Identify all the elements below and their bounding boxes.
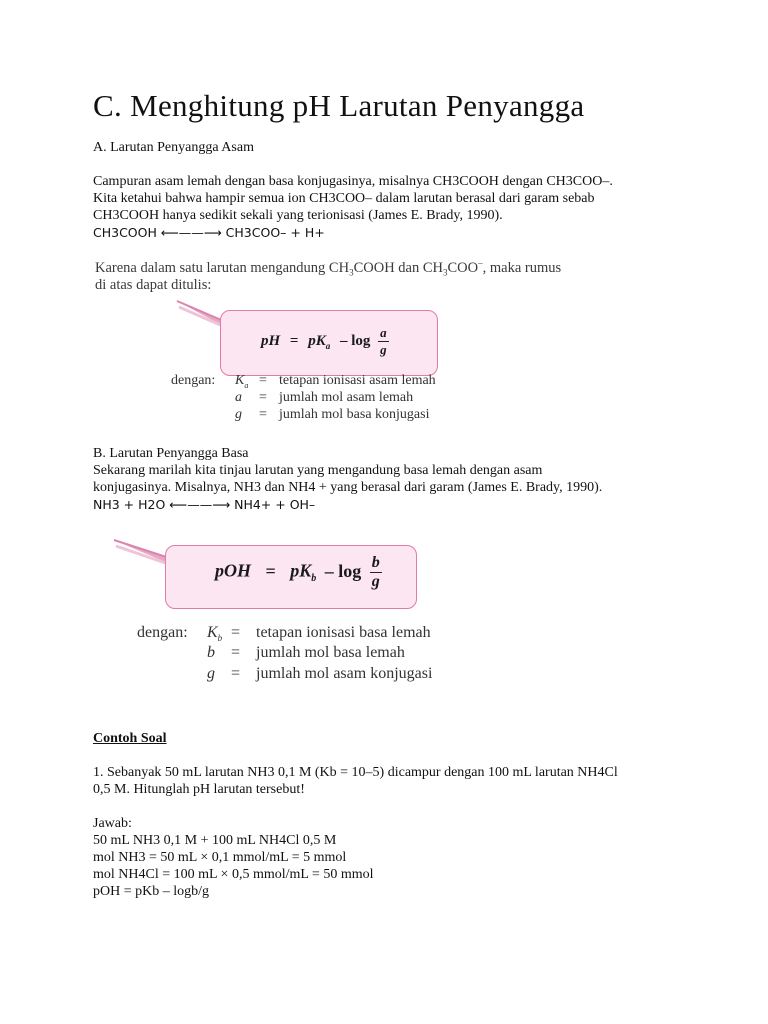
legend-label: dengan: xyxy=(137,624,188,641)
legend-row-b: b = jumlah mol basa lemah xyxy=(207,644,405,661)
section-b-heading: B. Larutan Penyangga Basa xyxy=(93,446,249,461)
answer-line-4: mol NH4Cl = 100 mL × 0,5 mmol/mL = 50 mmol xyxy=(93,867,374,882)
legend-row-g: g = jumlah mol basa konjugasi xyxy=(235,407,430,422)
page-title: C. Menghitung pH Larutan Penyangga xyxy=(93,88,585,123)
section-b-line-1: Sekarang marilah kita tinjau larutan yang mengandung basa lemah dengan asam xyxy=(93,463,543,478)
legend-row-ka: $K_a$ = tetapan ionisasi asam lemah xyxy=(235,373,436,390)
example-problem-line-1: 1. Sebanyak 50 mL larutan NH3 0,1 M (Kb = 10–5) dicampur dengan 100 mL larutan NH4Cl xyxy=(93,765,618,780)
legend-label: dengan: xyxy=(171,373,216,388)
section-b-line-2: konjugasinya. Misalnya, NH3 dan NH4 + yang berasal dari garam (James E. Brady, 1990). xyxy=(93,480,603,495)
legend-row-a: a = jumlah mol asam lemah xyxy=(235,390,414,405)
fraction-b-over-g: $\frac{b}{g}$ xyxy=(371,554,380,590)
example-heading: Contoh Soal xyxy=(93,731,167,746)
formula-poh: pOH = $pK_b$ – log $\frac{b}{g}$ xyxy=(215,554,380,590)
fraction-a-over-g: $\frac{a}{g}$ xyxy=(380,325,387,357)
section-a-line-2: Kita ketahui bahwa hampir semua ion CH3COO– dalam larutan berasal dari garam sebab xyxy=(93,191,595,206)
legend-row-kb: $K_b$ = tetapan ionisasi basa lemah xyxy=(207,624,431,644)
formula-figure-base xyxy=(110,530,480,690)
section-a-line-3: CH3COOH hanya sedikit sekali yang terionisasi (James E. Brady, 1990). xyxy=(93,208,503,223)
section-b-equation: NH3 + H2O ⟵——⟶ NH4+ + OH– xyxy=(93,497,316,512)
answer-line-1: Jawab: xyxy=(93,816,132,831)
answer-line-2: 50 mL NH3 0,1 M + 100 mL NH4Cl 0,5 M xyxy=(93,833,337,848)
section-a-heading: A. Larutan Penyangga Asam xyxy=(93,140,254,155)
example-problem-line-2: 0,5 M. Hitunglah pH larutan tersebut! xyxy=(93,782,305,797)
answer-line-5: pOH = pKb – logb/g xyxy=(93,884,210,899)
answer-line-3: mol NH3 = 50 mL × 0,1 mmol/mL = 5 mmol xyxy=(93,850,347,865)
legend-row-g: g = jumlah mol asam konjugasi xyxy=(207,665,433,682)
figure-acid-intro-line-1: Karena dalam satu larutan mengandung $CH_3COOH$ dan $CH_3COO^-$, maka rumus xyxy=(95,258,562,278)
section-a-equation: CH3COOH ⟵——⟶ CH3COO– + H+ xyxy=(93,225,325,240)
figure-acid-intro-line-2: di atas dapat ditulis: xyxy=(95,277,212,293)
section-a-line-1: Campuran asam lemah dengan basa konjugasinya, misalnya CH3COOH dengan CH3COO–. xyxy=(93,174,613,189)
formula-figure-acid xyxy=(95,255,562,430)
formula-ph: pH = $pK_a$ – log $\frac{a}{g}$ xyxy=(261,325,387,357)
